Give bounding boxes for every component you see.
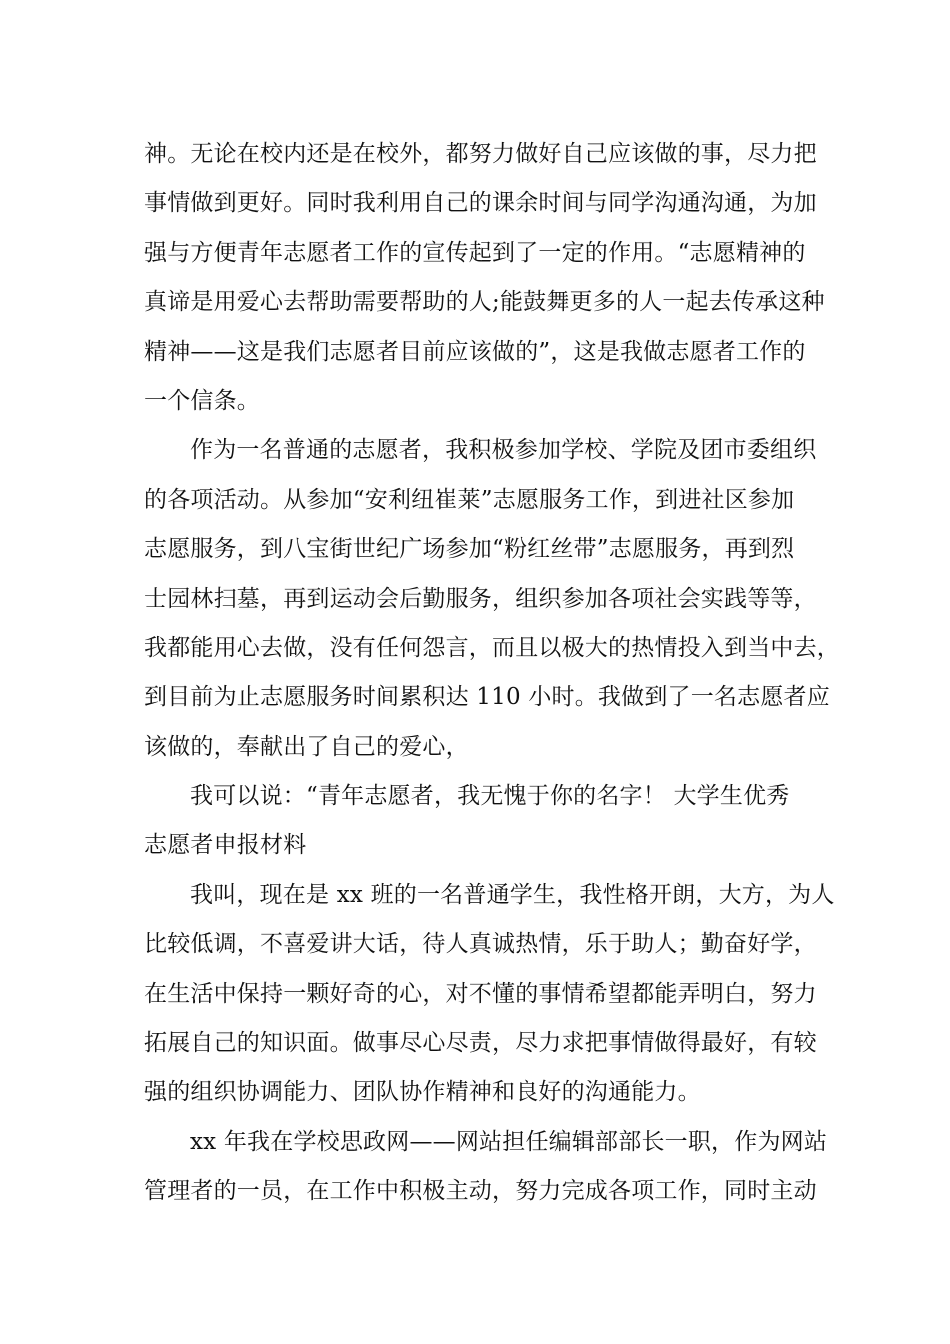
document-line: 强与方便青年志愿者工作的宣传起到了一定的作用。“志愿精神的: [144, 239, 806, 266]
document-line: 管理者的一员，在工作中积极主动，努力完成各项工作，同时主动: [144, 1178, 817, 1205]
document-line: 该做的，奉献出了自己的爱心，: [144, 733, 469, 760]
document-line: 我叫，现在是 xx 班的一名普通学生，我性格开朗，大方，为人: [190, 881, 835, 908]
document-line: 一个信条。: [144, 387, 260, 414]
document-line: 我可以说：“青年志愿者，我无愧于你的名字！ 大学生优秀: [190, 783, 790, 810]
document-line: 比较低调，不喜爱讲大话，待人真诚热情，乐于助人；勤奋好学，: [144, 931, 817, 958]
document-body-text: [144, 130, 840, 1217]
document-line: 拓展自己的知识面。做事尽心尽责，尽力求把事情做得最好，有较: [144, 1030, 817, 1057]
document-line: 事情做到更好。同时我利用自己的课余时间与同学沟通沟通，为加: [144, 190, 817, 217]
document-line: 在生活中保持一颗好奇的心，对不懂的事情希望都能弄明白，努力: [144, 980, 817, 1007]
document-line: 志愿者申报材料: [144, 832, 307, 859]
document-line: 真谛是用爱心去帮助需要帮助的人;能鼓舞更多的人一起去传承这种: [144, 289, 825, 316]
document-line: 的各项活动。从参加“安利纽崔莱”志愿服务工作，到进社区参加: [144, 486, 795, 513]
document-line: 志愿服务，到八宝街世纪广场参加“粉红丝带”志愿服务，再到烈: [144, 536, 795, 563]
document-line: 士园林扫墓，再到运动会后勤服务，组织参加各项社会实践等等，: [144, 585, 817, 612]
document-line: 我都能用心去做，没有任何怨言，而且以极大的热情投入到当中去，: [144, 634, 840, 661]
document-line: 作为一名普通的志愿者，我积极参加学校、学院及团市委组织: [190, 437, 817, 464]
document-line: 到目前为止志愿服务时间累积达 110 小时。我做到了一名志愿者应: [144, 684, 830, 711]
document-line: 强的组织协调能力、团队协作精神和良好的沟通能力。: [144, 1079, 701, 1106]
document-line: 精神——这是我们志愿者目前应该做的”，这是我做志愿者工作的: [144, 338, 806, 365]
document-line: xx 年我在学校思政网——网站担任编辑部部长一职，作为网站: [190, 1128, 828, 1155]
document-line: 神。无论在校内还是在校外，都努力做好自己应该做的事，尽力把: [144, 141, 817, 167]
